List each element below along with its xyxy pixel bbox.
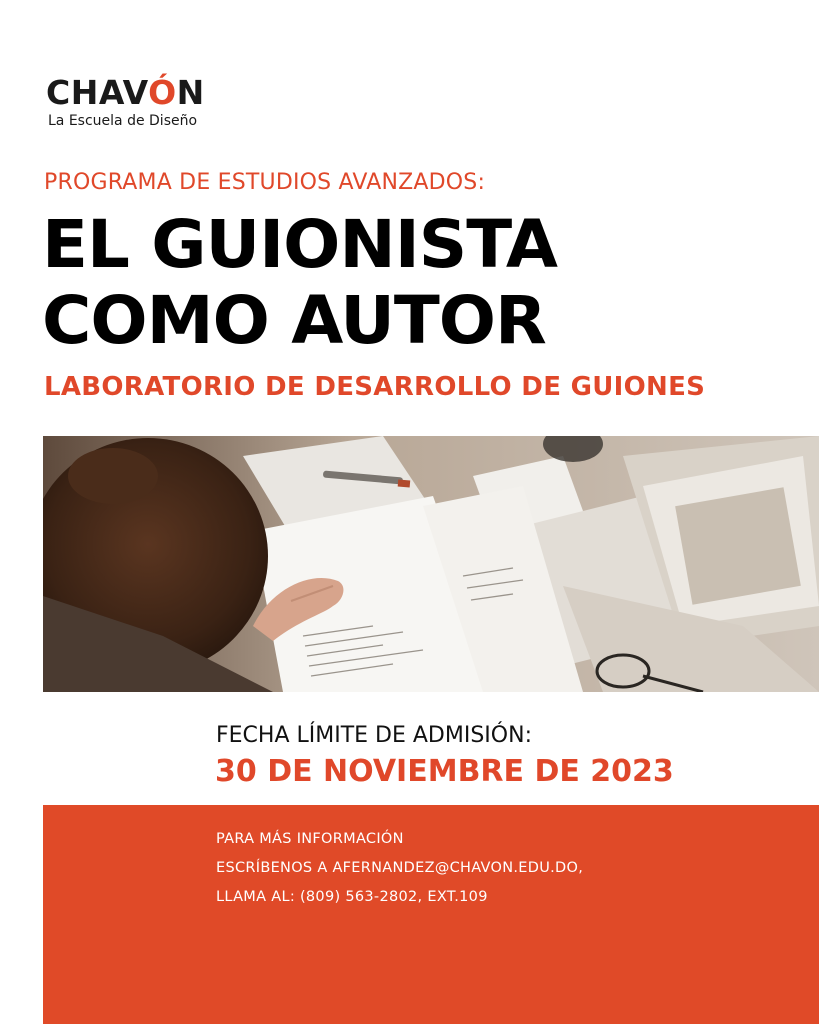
program-title-line-1: EL GUIONISTA — [42, 206, 557, 283]
logo-tagline: La Escuela de Diseño — [48, 113, 198, 129]
logo-accent-letter: Ó — [148, 73, 177, 112]
program-label: PROGRAMA DE ESTUDIOS AVANZADOS: — [44, 170, 486, 195]
program-title-line-2: COMO AUTOR — [42, 282, 546, 359]
contact-info-text — [216, 829, 583, 916]
deadline-date: 30 DE NOVIEMBRE DE 2023 — [215, 754, 674, 789]
contact-heading: PARA MÁS INFORMACIÓN — [216, 831, 404, 847]
contact-phone-line[interactable]: LLAMA AL: (809) 563-2802, EXT.109 — [216, 889, 488, 905]
contact-email-line[interactable]: ESCRÍBENOS A AFERNANDEZ@CHAVON.EDU.DO, — [216, 860, 584, 876]
program-subtitle: LABORATORIO DE DESARROLLO DE GUIONES — [44, 372, 706, 402]
deadline-label: FECHA LÍMITE DE ADMISIÓN: — [216, 723, 532, 748]
contact-info-panel — [43, 805, 819, 1024]
chavon-logo — [46, 73, 205, 129]
desk-with-scripts-photo — [43, 436, 819, 692]
logo-wordmark: CHAVÓN — [46, 73, 205, 112]
